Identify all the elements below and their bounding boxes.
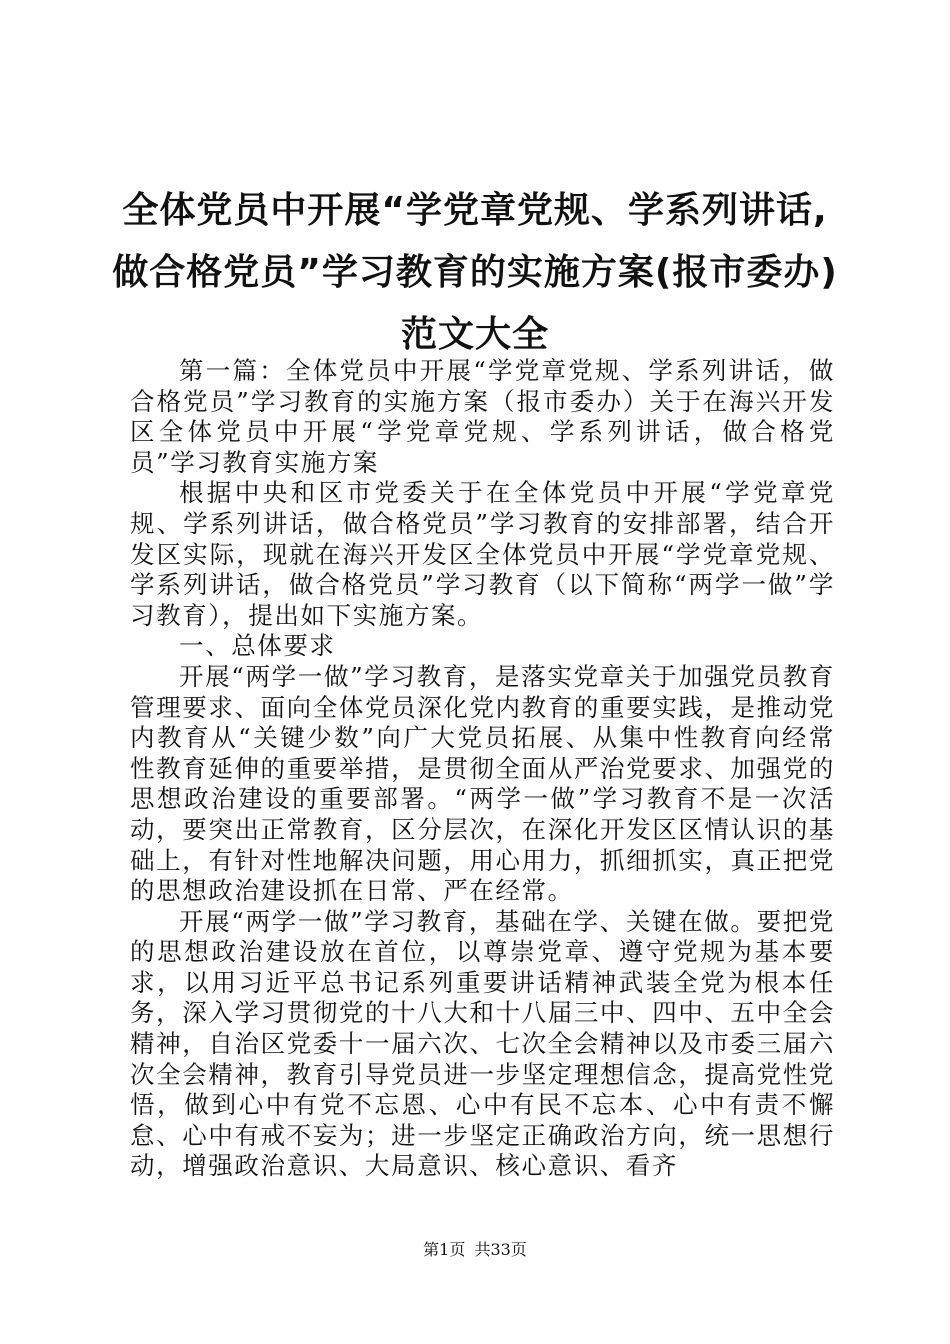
page-footer <box>0 1240 950 1260</box>
title-line-2: 做合格党员”学习教育的实施方案(报市委办) <box>112 252 838 293</box>
section-heading: 一、总体要求 <box>179 631 336 661</box>
document-title <box>110 180 840 366</box>
title-line-3: 范文大全 <box>400 314 549 355</box>
title-line-1: 全体党员中开展“学党章党规、学系列讲话, <box>122 190 828 231</box>
page-number: 第1页 <box>423 1240 466 1259</box>
paragraph: 开展“两学一做”学习教育，基础在学、关键在做。要把党的思想政治建设放在首位，以尊崇党章、遵守党规为基本要求，以用习近平总书记系列重要讲话精神武装全党为根本任务，深入学习贯彻党的十八大和十八届三中、四中、五中全会精神，自治区党委十一届六次、七次全会精神以及市委三届六次全会精神，教育引导党员进一步坚定理想信念，提高党性党悟，做到心中有党不忘恩、心中有民不忘本、心中有责不懈怠、心中有戒不妄为；进一步坚定正确政治方向，统一思想行动，增强政治意识、大局意识、核心意识、看齐 <box>130 906 835 1181</box>
page-total: 共33页 <box>474 1240 527 1259</box>
paragraph: 第一篇：全体党员中开展“学党章党规、学系列讲话，做合格党员”学习教育的实施方案（报市委办）关于在海兴开发区全体党员中开展“学党章党规、学系列讲话，做合格党员”学习教育实施方案 <box>130 356 835 477</box>
paragraph: 根据中央和区市党委关于在全体党员中开展“学党章党规、学系列讲话，做合格党员”学习教育的安排部署，结合开发区实际，现就在海兴开发区全体党员中开展“学党章党规、学系列讲话，做合格党员”学习教育（以下简称“两学一做”学习教育），提出如下实施方案。 <box>130 478 835 630</box>
document-body <box>130 356 835 1182</box>
paragraph: 开展“两学一做”学习教育，是落实党章关于加强党员教育管理要求、面向全体党员深化党内教育的重要实践，是推动党内教育从“关键少数”向广大党员拓展、从集中性教育向经常性教育延伸的重要举措，是贯彻全面从严治党要求、加强党的思想政治建设的重要部署。“两学一做”学习教育不是一次活动，要突出正常教育，区分层次，在深化开发区区情认识的基础上，有针对性地解决问题，用心用力，抓细抓实，真正把党的思想政治建设抓在日常、严在经常。 <box>130 661 835 906</box>
